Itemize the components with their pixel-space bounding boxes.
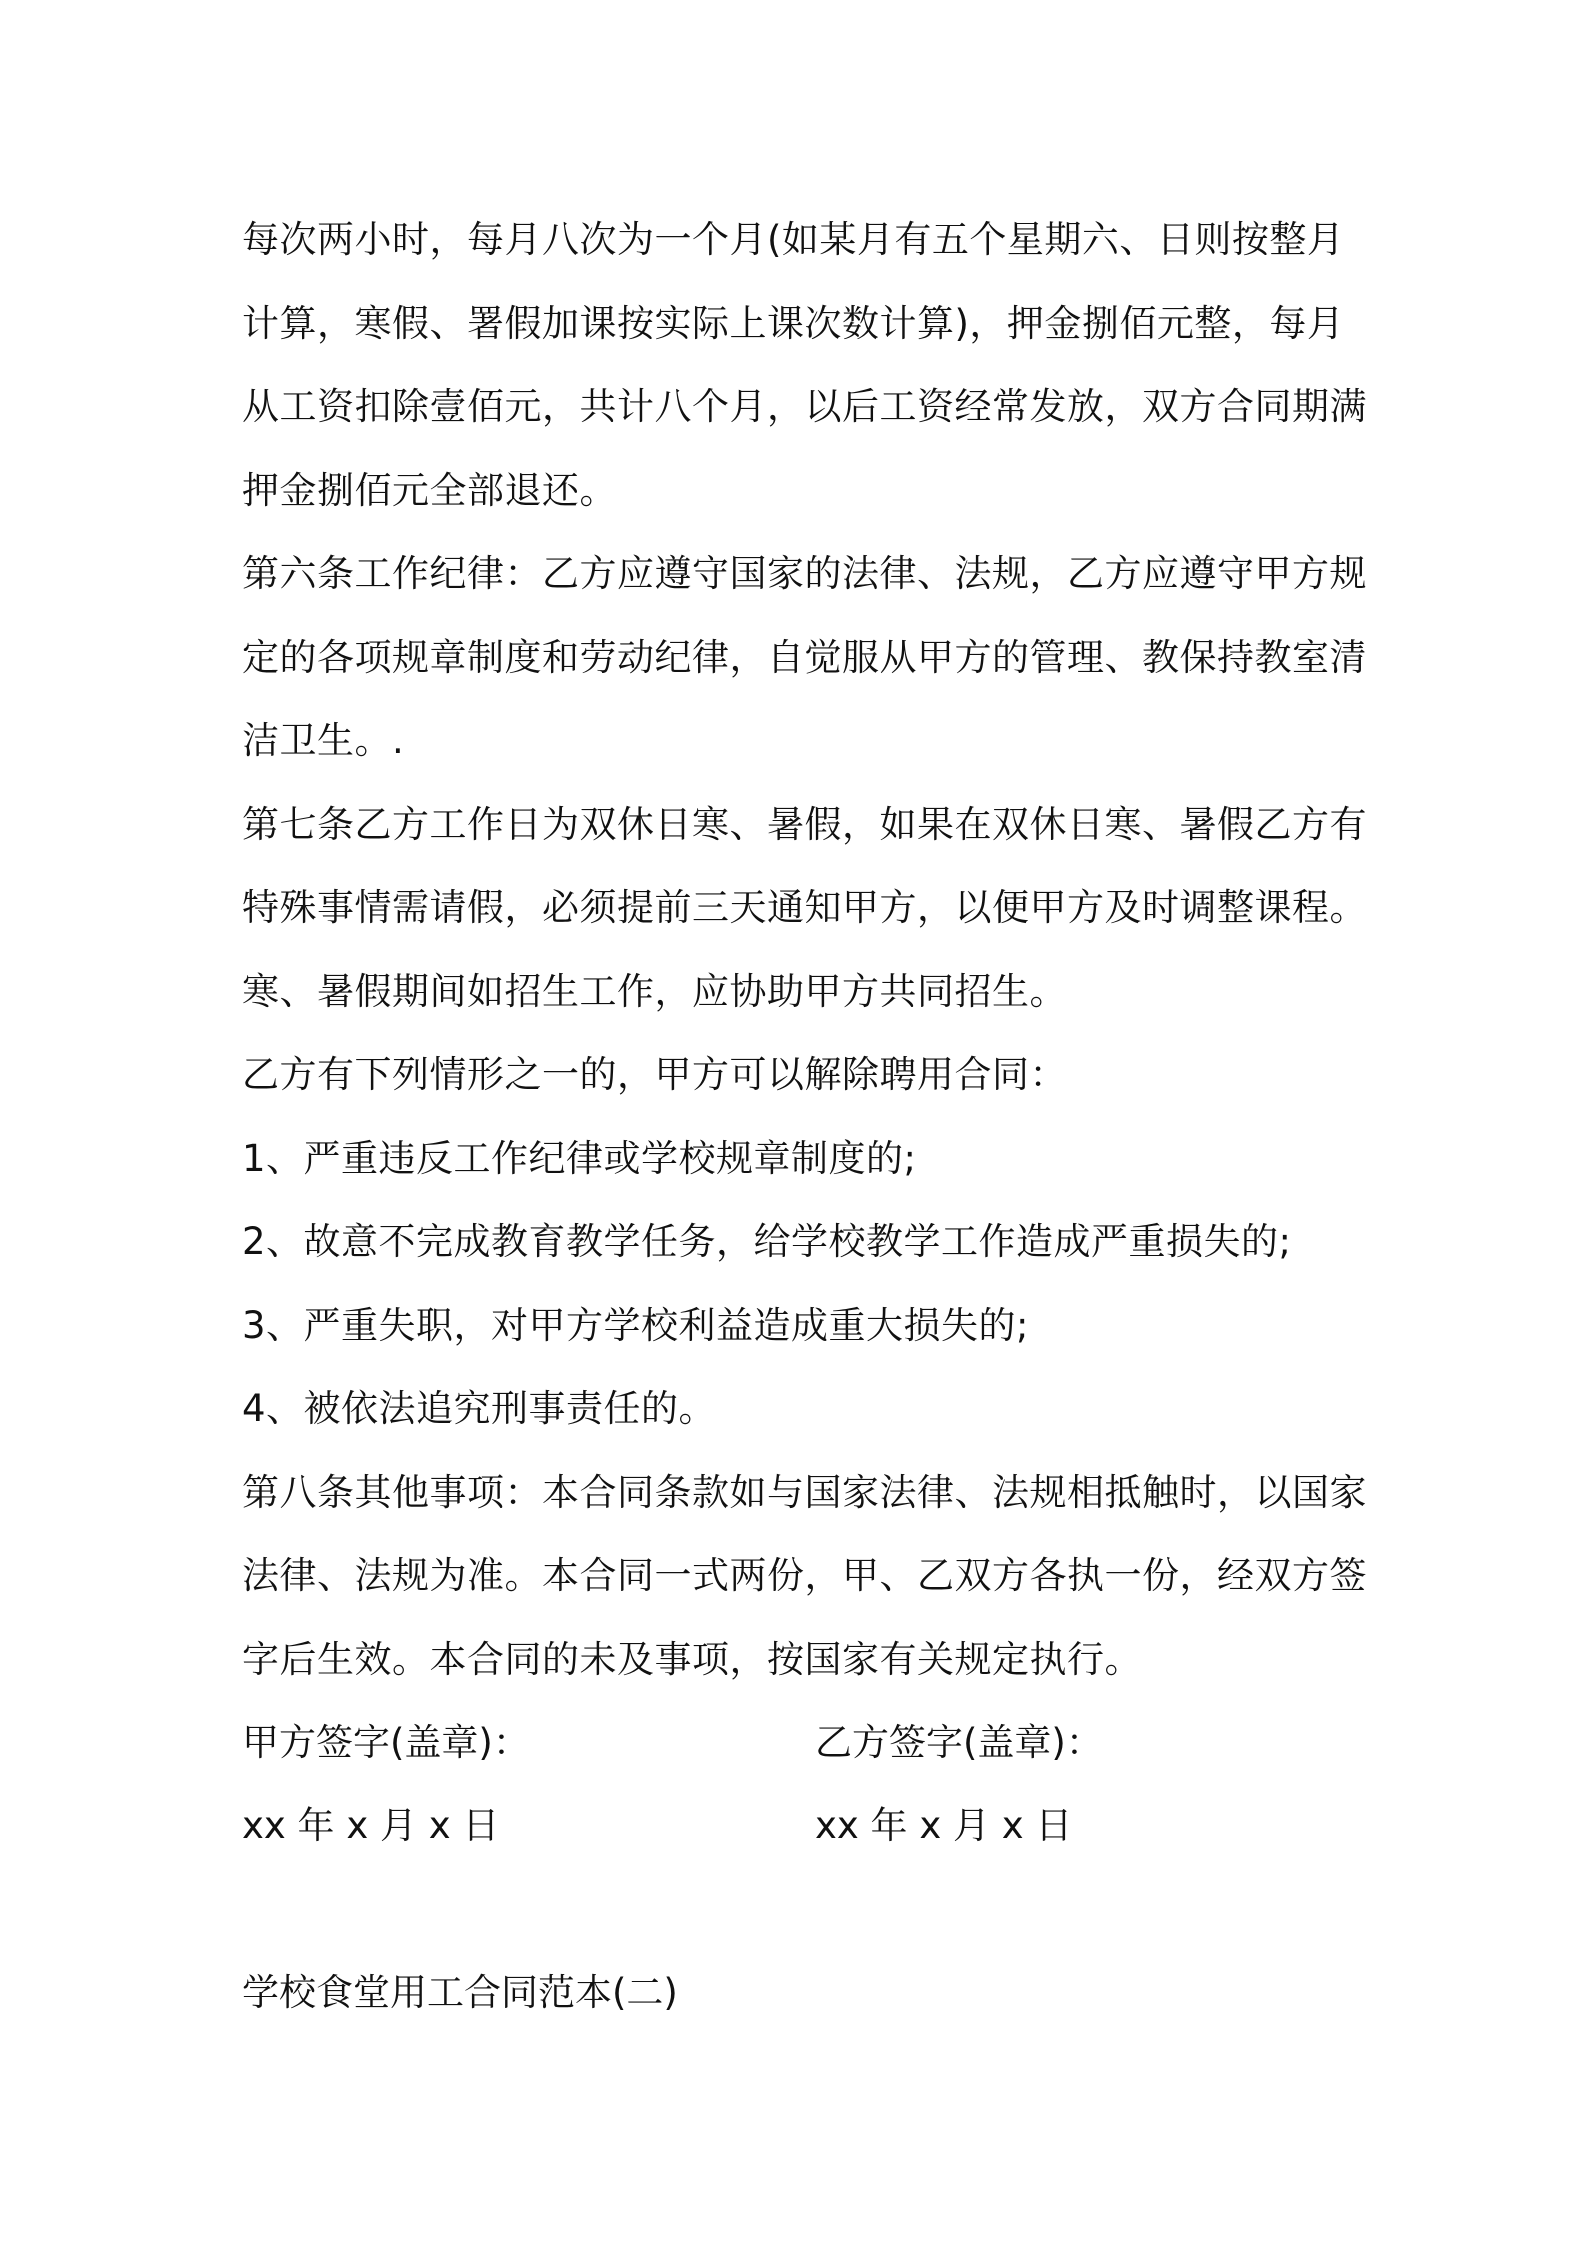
signature-label-row (242, 1701, 1362, 1785)
paragraph-line: 寒、暑假期间如招生工作，应协助甲方共同招生。 (242, 969, 1067, 1013)
paragraph-line: 字后生效。本合同的未及事项，按国家有关规定执行。 (242, 1637, 1142, 1681)
paragraph-line: 定的各项规章制度和劳动纪律，自觉服从甲方的管理、教保持教室清 (242, 635, 1367, 679)
next-section-title: 学校食堂用工合同范本(二) (242, 1971, 678, 2014)
contract-body (242, 198, 1367, 1701)
party-b-signature-label: 乙方签字(盖章)： (815, 1721, 1103, 1764)
paragraph-line: 乙方有下列情形之一的，甲方可以解除聘用合同： (242, 1053, 1067, 1096)
paragraph-line: 从工资扣除壹佰元，共计八个月，以后工资经常发放，双方合同期满 (242, 385, 1367, 428)
paragraph-line: 第八条其他事项：本合同条款如与国家法律、法规相抵触时，以国家 (242, 1470, 1367, 1514)
party-a-date: xx 年 x 月 x 日 (242, 1804, 500, 1847)
party-a-signature-label: 甲方签字(盖章)： (242, 1721, 530, 1764)
list-item: 4、被依法追究刑事责任的。 (242, 1387, 717, 1430)
list-item: 3、严重失职，对甲方学校利益造成重大损失的; (242, 1303, 1030, 1347)
paragraph-line: 押金捌佰元全部退还。 (242, 468, 617, 512)
paragraph-line: 第六条工作纪律：乙方应遵守国家的法律、法规，乙方应遵守甲方规 (242, 552, 1367, 595)
signature-date-row (242, 1784, 1362, 1868)
paragraph-line: 每次两小时，每月八次为一个月(如某月有五个星期六、日则按整月 (242, 218, 1345, 261)
paragraph-line: 计算，寒假、署假加课按实际上课次数计算)，押金捌佰元整，每月 (242, 301, 1345, 345)
list-item: 1、严重违反工作纪律或学校规章制度的; (242, 1136, 917, 1180)
paragraph-line: 法律、法规为准。本合同一式两份，甲、乙双方各执一份，经双方签 (242, 1554, 1367, 1597)
party-b-date: xx 年 x 月 x 日 (815, 1804, 1073, 1847)
paragraph-line: 洁卫生。. (242, 719, 405, 762)
list-item: 2、故意不完成教育教学任务，给学校教学工作造成严重损失的; (242, 1220, 1292, 1263)
paragraph-line: 特殊事情需请假，必须提前三天通知甲方，以便甲方及时调整课程。 (242, 886, 1367, 929)
paragraph-line: 第七条乙方工作日为双休日寒、暑假，如果在双休日寒、暑假乙方有 (242, 802, 1367, 846)
